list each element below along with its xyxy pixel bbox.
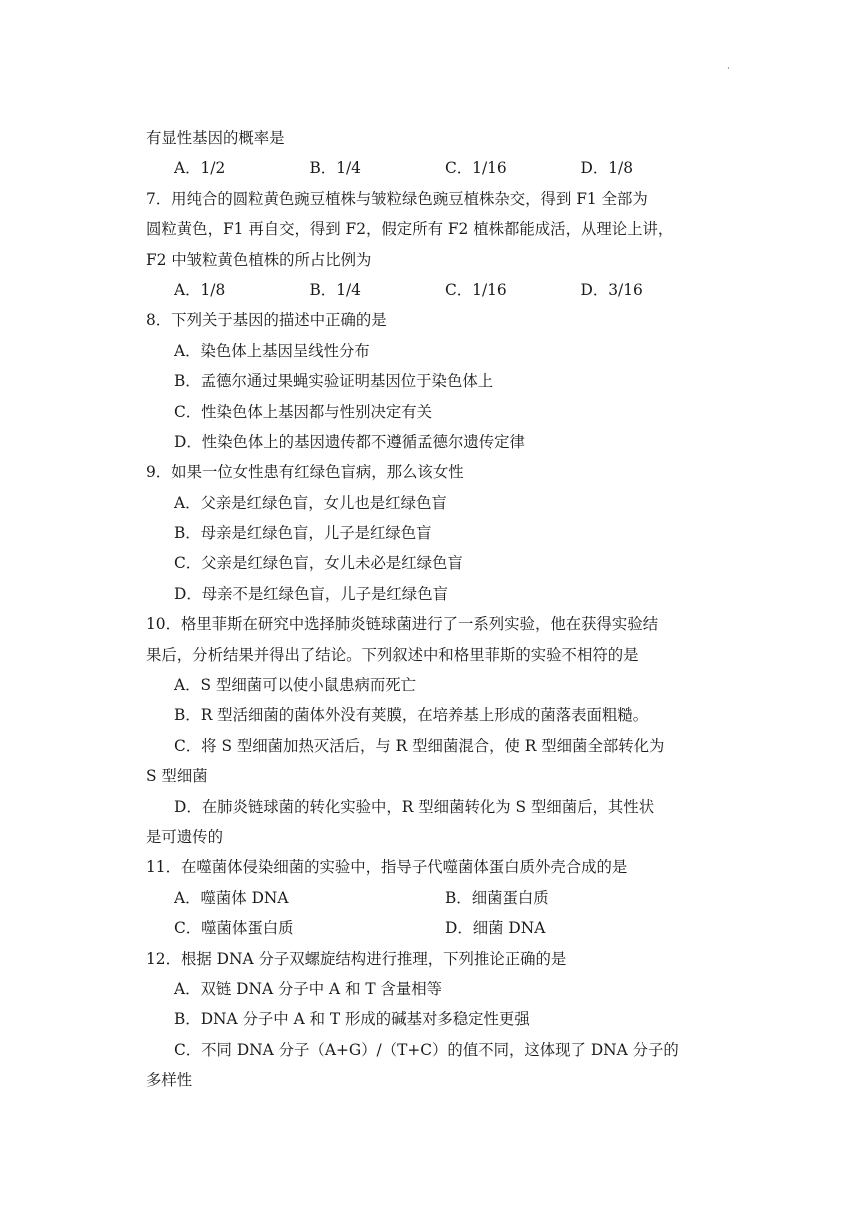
question-11-stem: 11．在噬菌体侵染细菌的实验中，指导子代噬菌体蛋白质外壳合成的是 [146,858,628,877]
option-b: B．细菌蛋白质 [445,888,549,907]
option-a: A．双链 DNA 分子中 A 和 T 含量相等 [174,979,443,998]
exam-page [146,123,716,1096]
option-c: C．性染色体上基因都与性别决定有关 [174,402,433,421]
option-d: D．母亲不是红绿色盲，儿子是红绿色盲 [174,584,448,603]
option-d-continued: 是可遗传的 [146,827,223,846]
option-b: B．孟德尔通过果蝇实验证明基因位于染色体上 [174,372,494,391]
question-7-stem: 7．用纯合的圆粒黄色豌豆植株与皱粒绿色豌豆植株杂交，得到 F1 全部为 [146,189,648,208]
question-8-stem: 8．下列关于基因的描述中正确的是 [146,311,387,330]
option-b: B．DNA 分子中 A 和 T 形成的碱基对多稳定性更强 [174,1010,530,1029]
option-c-continued: 多样性 [146,1071,193,1090]
option-d: D．在肺炎链球菌的转化实验中，R 型细菌转化为 S 型细菌后，其性状 [174,797,655,816]
question-11-options-row-2 [146,913,716,943]
option-d: D．3/16 [580,280,643,299]
question-6-stem-end: 有显性基因的概率是 [146,129,285,147]
option-b: B．1/4 [309,280,361,299]
option-d: D．性染色体上的基因遗传都不遵循孟德尔遗传定律 [174,432,525,451]
option-c: C．1/16 [445,159,507,178]
option-c: C．不同 DNA 分子（A+G）/（T+C）的值不同，这体现了 DNA 分子的 [174,1040,679,1059]
option-d: D．细菌 DNA [445,919,546,938]
option-d: D．1/8 [580,159,633,178]
question-7-stem: 圆粒黄色，F1 再自交，得到 F2，假定所有 F2 植株都能成活，从理论上讲， [146,220,674,239]
option-c: C．父亲是红绿色盲，女儿未必是红绿色盲 [174,554,463,573]
question-9-stem: 9．如果一位女性患有红绿色盲病，那么该女性 [146,463,464,482]
option-c: C．噬菌体蛋白质 [174,919,294,938]
option-c: C．将 S 型细菌加热灭活后，与 R 型细菌混合，使 R 型细菌全部转化为 [174,736,665,755]
question-7-options [146,275,716,305]
question-10-stem: 10．格里菲斯在研究中选择肺炎链球菌进行了一系列实验，他在获得实验结 [146,615,659,634]
question-6-options [146,153,716,183]
option-c-continued: S 型细菌 [146,767,208,786]
option-b: B．母亲是红绿色盲，儿子是红绿色盲 [174,524,432,543]
question-11-options-row-1 [146,883,716,913]
question-10-stem: 果后，分析结果并得出了结论。下列叙述中和格里菲斯的实验不相符的是 [146,645,639,664]
question-7-stem: F2 中皱粒黄色植株的所占比例为 [146,250,372,269]
header-mark: · [727,64,730,74]
option-a: A．噬菌体 DNA [174,888,289,907]
option-b: B．R 型活细菌的菌体外没有荚膜，在培养基上形成的菌落表面粗糙。 [174,706,649,725]
question-12-stem: 12．根据 DNA 分子双螺旋结构进行推理，下列推论正确的是 [146,949,567,968]
option-a: A．父亲是红绿色盲，女儿也是红绿色盲 [174,493,447,512]
option-a: A．1/8 [174,280,226,299]
option-c: C．1/16 [445,280,507,299]
option-a: A．染色体上基因呈线性分布 [174,341,370,360]
option-a: A．S 型细菌可以使小鼠患病而死亡 [174,676,417,695]
option-a: A．1/2 [174,159,226,178]
option-b: B．1/4 [309,159,361,178]
